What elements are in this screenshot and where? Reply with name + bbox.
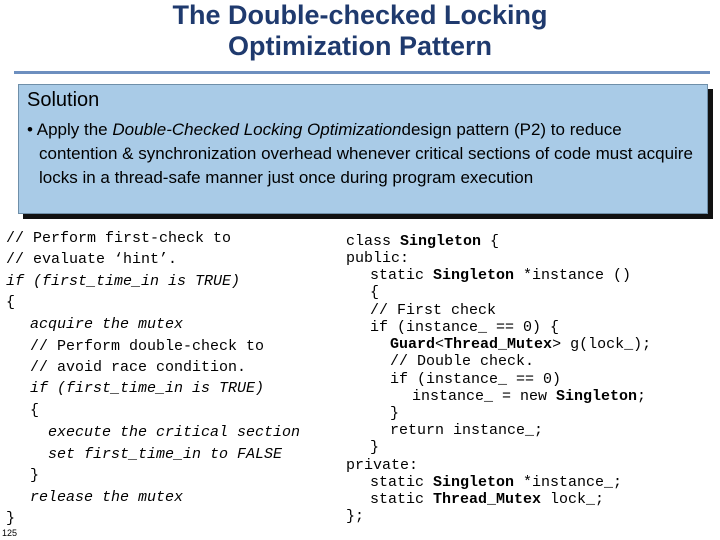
cpp-code-line: // Double check. bbox=[390, 353, 535, 370]
cpp-code-line: static Singleton *instance_; bbox=[370, 474, 623, 491]
pseudocode-line: } bbox=[30, 467, 40, 484]
cpp-code-line: private: bbox=[346, 457, 419, 474]
pseudocode-line: if (first_time_in is TRUE) bbox=[6, 273, 241, 290]
slide-title bbox=[0, 0, 720, 62]
pseudocode-line: acquire the mutex bbox=[30, 316, 184, 333]
cpp-code-line: } bbox=[370, 439, 380, 456]
cpp-code-line: instance_ = new Singleton; bbox=[412, 388, 647, 405]
cpp-code-block bbox=[346, 233, 716, 533]
pseudocode-line: // Perform first-check to bbox=[6, 230, 232, 247]
cpp-code-line: static Singleton *instance () bbox=[370, 267, 632, 284]
title-divider bbox=[14, 71, 710, 74]
cpp-code-line: }; bbox=[346, 508, 365, 525]
cpp-code-line: static Thread_Mutex lock_; bbox=[370, 491, 605, 508]
bullet-prefix: • Apply the bbox=[27, 120, 113, 139]
cpp-code-line: // First check bbox=[370, 302, 497, 319]
cpp-code-line: { bbox=[370, 284, 380, 301]
solution-bullet bbox=[27, 118, 697, 190]
cpp-code-line: } bbox=[390, 405, 400, 422]
title-line-2: Optimization Pattern bbox=[227, 31, 492, 61]
pseudocode-line: set first_time_in to FALSE bbox=[48, 446, 283, 463]
pseudocode-line: { bbox=[30, 402, 40, 419]
solution-heading: Solution bbox=[27, 89, 100, 111]
pseudocode-line: // evaluate ‘hint’. bbox=[6, 251, 178, 268]
pseudocode-line: // Perform double-check to bbox=[30, 338, 265, 355]
pseudocode-block bbox=[6, 230, 356, 530]
pseudocode-line: release the mutex bbox=[30, 489, 184, 506]
solution-box bbox=[18, 84, 708, 214]
cpp-code-line: Guard<Thread_Mutex> g(lock_); bbox=[390, 336, 652, 353]
pseudocode-line: } bbox=[6, 510, 16, 527]
cpp-code-line: public: bbox=[346, 250, 410, 267]
pseudocode-line: // avoid race condition. bbox=[30, 359, 247, 376]
pseudocode-line: if (first_time_in is TRUE) bbox=[30, 380, 265, 397]
pattern-name: Double-Checked Locking Optimization bbox=[112, 120, 402, 139]
title-line-1: The Double-checked Locking bbox=[172, 0, 548, 30]
pseudocode-line: execute the critical section bbox=[48, 424, 301, 441]
pseudocode-line: { bbox=[6, 294, 16, 311]
bullet-suffix: design pattern (P2) to reduce contention & synchronization overhead whenever critical sections of code must acquire locks in a thread-safe manner just once during program execution bbox=[39, 120, 693, 187]
cpp-code-line: if (instance_ == 0) bbox=[390, 371, 562, 388]
cpp-code-line: if (instance_ == 0) { bbox=[370, 319, 560, 336]
cpp-code-line: return instance_; bbox=[390, 422, 544, 439]
page-number: 125 bbox=[2, 528, 18, 538]
cpp-code-line: class Singleton { bbox=[346, 233, 500, 250]
solution-bullet-text bbox=[27, 118, 697, 190]
